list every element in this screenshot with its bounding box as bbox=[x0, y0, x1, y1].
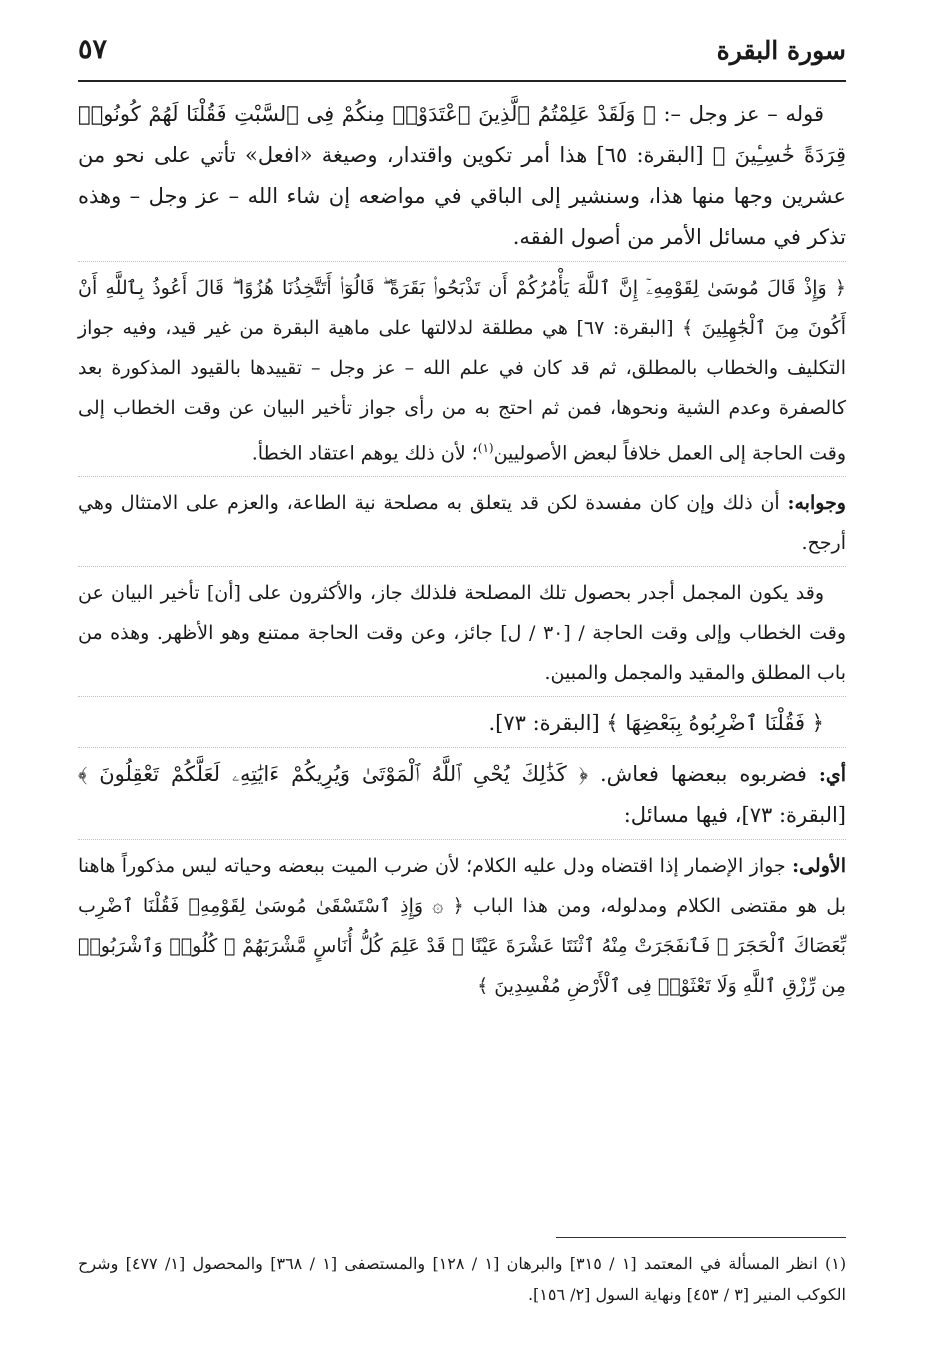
paragraph-text: ﴿ فَقُلْنَا ٱضْرِبُوهُ بِبَعْضِهَا ﴾ [البقرة: ٧٣]. bbox=[488, 711, 824, 736]
paragraph-7 bbox=[78, 846, 846, 1006]
paragraph-text: قوله – عز وجل –: ﴿ وَلَقَدْ عَلِمْتُمُ ٱلَّذِينَ ٱعْتَدَوْا۟ مِنكُمْ فِى ٱلسَّبْتِ فَقُلْنَا لَهُمْ كُونُوا۟ قِرَدَةً خَٰسِـِٔينَ ﴾ [البقرة: ٦٥] هذا أمر تكوين واقتدار، وصيغة «افعل» تأتي على نحو من عشرين وجها منها هذا، وسنشير إلى الباقي في مواضعه إن شاء الله – عز وجل – وهذه تذكر في مسائل الأمر من أصول الفقه. bbox=[78, 102, 846, 249]
paragraph-6 bbox=[78, 754, 846, 840]
surah-title: سورة البقرة bbox=[716, 36, 846, 65]
paragraph-lead: الأولى: bbox=[792, 855, 846, 878]
paragraph-text: جواز الإضمار إذا اقتضاه ودل عليه الكلام؛ لأن ضرب الميت ببعضه وحياته ليس مذكوراً هاهنا بل هو مقتضى الكلام ومدلوله، ومن هذا الباب ﴿ ۞ وَإِذِ ٱسْتَسْقَىٰ مُوسَىٰ لِقَوْمِهِۦ فَقُلْنَا ٱضْرِب بِّعَصَاكَ ٱلْحَجَرَ ۖ فَٱنفَجَرَتْ مِنْهُ ٱثْنَتَا عَشْرَةَ عَيْنًا ۖ قَدْ عَلِمَ كُلُّ أُنَاسٍ مَّشْرَبَهُمْ ۖ كُلُوا۟ وَٱشْرَبُوا۟ مِن رِّزْقِ ٱللَّهِ وَلَا تَعْثَوْا۟ فِى ٱلْأَرْضِ مُفْسِدِينَ ﴾ bbox=[78, 855, 846, 998]
paragraph-text: وقد يكون المجمل أجدر بحصول تلك المصلحة فلذلك جاز، والأكثرون على [أن] تأخير البيان عن وقت الخطاب وإلى وقت الحاجة / [٣٠ / ل] جائز، وعن وقت الحاجة ممتنع وهو الأظهر. وهذه من باب المطلق والمقيد والمجمل والمبين. bbox=[78, 582, 846, 685]
paragraph-text: أن ذلك وإن كان مفسدة لكن قد يتعلق به مصلحة نية الطاعة، والعزم على الامتثال وهي أرجح. bbox=[78, 492, 846, 555]
paragraph-text-after: ؛ لأن ذلك يوهم اعتقاد الخطأ. bbox=[251, 442, 478, 465]
paragraph-text: ﴿ وَإِذْ قَالَ مُوسَىٰ لِقَوْمِهِۦٓ إِنَّ ٱللَّهَ يَأْمُرُكُمْ أَن تَذْبَحُوا۟ بَقَرَةً ۖ قَالُوٓا۟ أَتَتَّخِذُنَا هُزُوًا ۖ قَالَ أَعُوذُ بِٱللَّهِ أَنْ أَكُونَ مِنَ ٱلْجَٰهِلِينَ ﴾ [البقرة: ٦٧] هي مطلقة لدلالتها على ماهية البقرة من غير قيد، وفيه جواز التكليف والخطاب بالمطلق، ثم قد كان في علم الله – عز وجل – تقييدها بالقيود المذكورة بعد كالصفرة وعدم الشية ونحوها، فمن ثم احتج به من رأى جواز تأخير البيان عن وقت الخطاب إلى وقت الحاجة إلى العمل خلافاً لبعض الأصوليين bbox=[78, 277, 846, 465]
page-header bbox=[78, 30, 846, 80]
footnote-marker[interactable]: (١) bbox=[477, 441, 494, 455]
paragraph-4 bbox=[78, 573, 846, 697]
paragraph-3 bbox=[78, 483, 846, 567]
main-text bbox=[78, 94, 846, 1009]
footnote-1: (١) انظر المسألة في المعتمد [١ / ٣١٥] والبرهان [١ / ١٢٨] والمستصفى [١ / ٣٦٨] والمحصول [١/ ٤٧٧] وشرح الكوكب المنير [٣ / ٤٥٣] ونهاية السول [٢/ ١٥٦]. bbox=[78, 1254, 847, 1304]
paragraph-lead: وجوابه: bbox=[787, 492, 846, 515]
book-page bbox=[78, 30, 846, 1350]
footnote-rule bbox=[556, 1237, 846, 1238]
page-number: ٥٧ bbox=[78, 34, 108, 65]
paragraph-1 bbox=[78, 94, 846, 262]
paragraph-5 bbox=[78, 703, 846, 748]
paragraph-text: فضربوه ببعضها فعاش. ﴿ كَذَٰلِكَ يُحْىِ ٱللَّهُ ٱلْمَوْتَىٰ وَيُرِيكُمْ ءَايَٰتِهِۦ لَعَلَّكُمْ تَعْقِلُونَ ﴾ [البقرة: ٧٣]، فيها مسائل: bbox=[78, 762, 846, 828]
footnotes bbox=[78, 1248, 846, 1313]
paragraph-lead: أي: bbox=[818, 764, 846, 787]
header-rule bbox=[78, 80, 846, 82]
paragraph-2 bbox=[78, 268, 846, 477]
